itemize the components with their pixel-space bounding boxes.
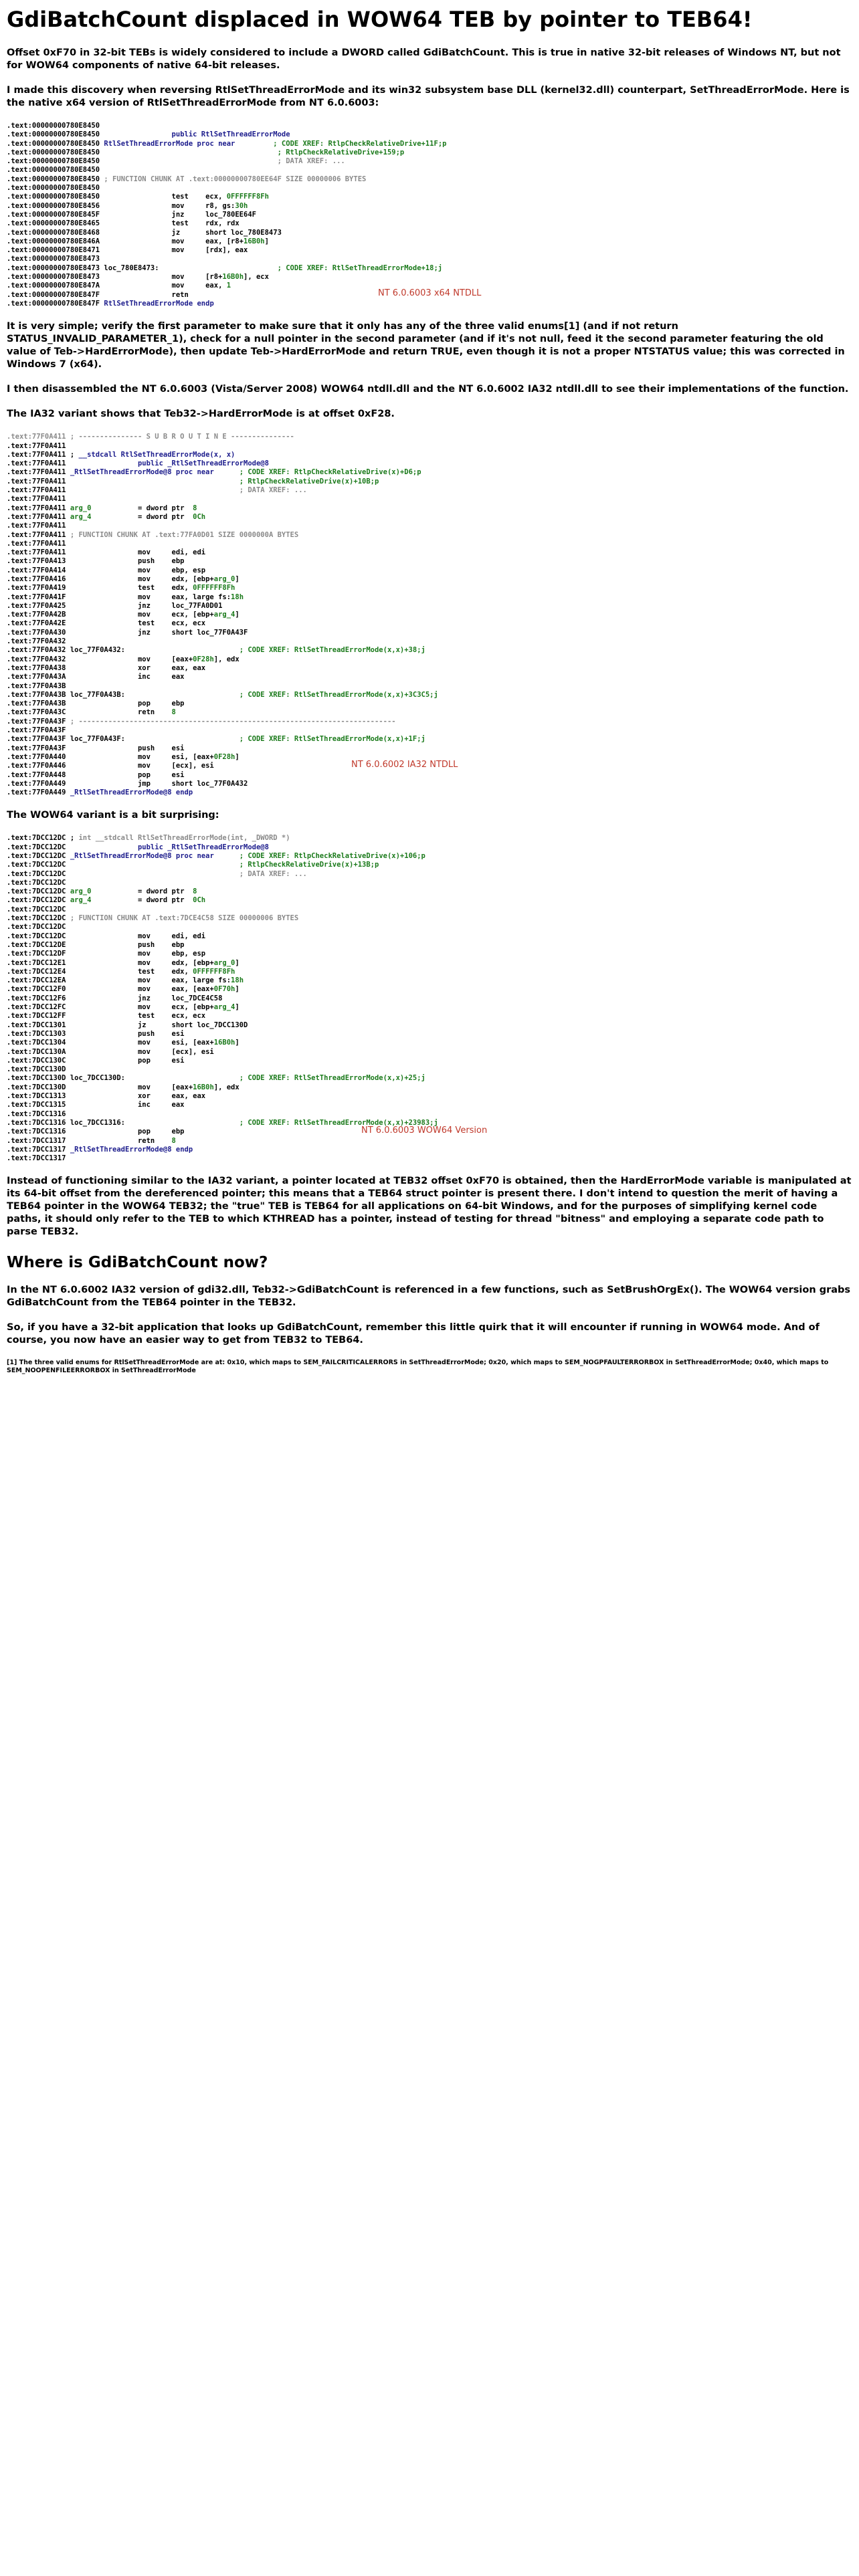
code-line [7,1074,852,1083]
annotation-x64: NT 6.0.6003 x64 NTDLL [378,288,482,298]
code-token: ; CODE XREF: RtlpCheckRelativeDrive(x)+D6;p [239,468,421,477]
code-token: .text:77F0A411 [7,477,240,486]
code-line [7,655,852,664]
code-token: .text:00000000780E8473 loc_780E8473: [7,263,278,272]
code-token: .text:7DCC130A mov [ecx], esi [7,1047,214,1056]
code-line [7,593,852,602]
code-token: _RtlSetThreadErrorMode@8 proc near [70,468,214,477]
code-token: .text:00000000780E8468 jz short loc_780E8473 [7,228,282,237]
code-line [7,691,852,700]
paragraph-where: In the NT 6.0.6002 IA32 version of gdi32.dll, Teb32->GdiBatchCount is referenced in a few functions, such as SetBrushOrgEx(). The WOW64 version grabs GdiBatchCount from the TEB64 pointer in the TEB32. [7,1285,851,1309]
code-token: .text:77F0A411 ; --------------- S U B R O U T I N E --------------- [7,433,294,441]
code-token: 18h [231,593,244,601]
code-token: .text:77F0A432 [7,637,66,646]
code-line [7,513,852,522]
annotation-ia32: NT 6.0.6002 IA32 NTDLL [351,760,458,770]
code-line [7,468,852,477]
code-token: .text:77F0A43B loc_77F0A43B: [7,690,240,699]
code-token: .text:7DCC12DF mov ebp, esp [7,950,206,958]
code-token: .text:7DCC12DC [7,923,66,932]
code-line [7,540,852,548]
code-line [7,211,852,219]
code-token: .text:77F0A42E test ecx, ecx [7,619,206,628]
code-line [7,442,852,451]
code-token: ; CODE XREF: RtlSetThreadErrorMode(x,x)+25;j [239,1074,425,1083]
paragraph-simple: It is very simple; verify the first parameter to make sure that it only has any of the three valid enums[1] (and if not return STATUS_INVALID_PARAMETER_1), check for a null pointer in the second parameter (and if it's not null, feed it the second parameter featuring the old value of Teb->HardErrorMode), then update Teb->HardErrorMode and return TRUE, even though it is not a proper NTSTATUS value; this was corrected in Windows 7 (x64). [7,321,845,370]
code-line [7,130,852,139]
code-token: ] [235,958,240,967]
code-token: .text:7DCC12F6 jnz loc_7DCE4C58 [7,994,223,1002]
code-token: 8 [171,1136,176,1145]
code-line [7,726,852,735]
code-token: = dword ptr [91,512,193,521]
code-token: 0Ch [193,896,206,905]
code-token: .text:00000000780E8456 mov r8, gs: [7,201,235,210]
code-token: ] [235,985,240,994]
code-token: public _RtlSetThreadErrorMode@8 [137,459,269,468]
code-line [7,255,852,263]
code-token: .text:7DCC1313 xor eax, eax [7,1092,206,1101]
code-token: .text:7DCC130D [7,1065,66,1074]
code-token: .text:7DCC130D mov [eax+ [7,1083,193,1091]
code-line [7,148,852,157]
code-line [7,976,852,985]
code-listing-x64 [7,122,852,308]
code-token: .text:00000000780E8450 [7,157,278,166]
code-line [7,1092,852,1101]
code-token: .text:7DCC1304 mov esi, [eax+ [7,1039,214,1047]
code-token: .text:00000000780E8450 [7,139,104,148]
code-token: 0FFFFFF8Fh [193,967,235,976]
code-line [7,1012,852,1021]
code-line [7,451,852,459]
code-token: = dword ptr [91,887,193,896]
code-token: _RtlSetThreadErrorMode@8 proc near [70,852,214,860]
code-token: .text:77F0A43B pop ebp [7,700,185,708]
code-line [7,870,852,879]
code-token: .text:7DCC1317 retn [7,1136,172,1145]
code-token: 30h [235,201,248,210]
code-line [7,175,852,184]
code-line [7,1003,852,1012]
code-line [7,122,852,130]
code-listing-ia32 [7,433,852,797]
paragraph-instead: Instead of functioning similar to the IA32 variant, a pointer located at TEB32 offset 0xF70 is obtained, then the HardErrorMode variable is manipulated at its 64-bit offset from the dereferenced pointer; this means that a TEB64 struct pointer is present there. I don't intend to question the merit of having a TEB64 pointer in the WOW64 TEB32; the "true" TEB is TEB64 for all applications on 64-bit Windows, and for the purposes of simplifying kernel code paths, it should only refer to the TEB to which KTHREAD has a pointer, instead of testing for thread "bitness" and employing a separate code path to parse TEB32. [7,1176,852,1238]
code-token: .text:77F0A430 jnz short loc_77F0A43F [7,628,248,637]
code-line [7,1137,852,1146]
code-token: _RtlSetThreadErrorMode@8 endp [70,1145,193,1154]
code-line [7,1146,852,1154]
code-token: 16B0h [193,1083,214,1091]
code-token: arg_4 [213,1003,235,1012]
code-line [7,531,852,540]
code-token: ; DATA XREF: ... [239,486,307,495]
code-token: .text:7DCC12F0 mov eax, [eax+ [7,985,214,994]
code-line [7,548,852,557]
code-token: .text:7DCC12DE push ebp [7,940,185,949]
code-token: 16B0h [244,237,265,245]
code-line [7,1021,852,1030]
code-token: .text:7DCC12DC [7,905,66,914]
code-token: arg_0 [70,504,92,512]
code-token: .text:7DCC1316 pop ebp [7,1128,185,1136]
code-token: .text:00000000780E8471 mov [rdx], eax [7,246,248,255]
code-line [7,744,852,753]
code-token: ; CODE XREF: RtlSetThreadErrorMode(x,x)+23983;j [239,1118,438,1127]
code-token: .text:7DCC12DC mov edi, edi [7,932,206,940]
code-token: = dword ptr [91,896,193,905]
code-line [7,193,852,201]
code-line [7,861,852,869]
code-token: .text:77F0A43F [7,717,70,726]
code-token: ] [235,611,240,619]
code-token: .text:7DCC12DC ; [7,834,79,843]
code-line [7,905,852,914]
code-line [7,879,852,887]
code-token: = dword ptr [91,504,193,512]
code-line [7,788,852,797]
code-token: .text:00000000780E8450 [7,122,100,130]
code-token: .text:77F0A43F push esi [7,744,185,752]
code-line [7,843,852,852]
code-token: ; FUNCTION CHUNK AT .text:7DCE4C58 SIZE 00000006 BYTES [70,914,299,923]
code-token: .text:00000000780E8450 [7,148,278,156]
code-line [7,923,852,932]
code-token: 8 [193,504,197,512]
code-line [7,1065,852,1074]
code-token: .text:7DCC1317 [7,1145,70,1154]
code-token: arg_0 [213,958,235,967]
code-line [7,246,852,255]
section-heading-where: Where is GdiBatchCount now? [7,1254,268,1272]
code-line [7,708,852,717]
code-token: .text:7DCC1301 jz short loc_7DCC130D [7,1021,248,1029]
code-token: ; CODE XREF: RtlSetThreadErrorMode(x,x)+38;j [239,646,425,655]
paragraph-disassembled: I then disassembled the NT 6.0.6003 (Vista/Server 2008) WOW64 ntdll.dll and the NT 6.0.6002 IA32 ntdll.dll to see their implementations of the function. [7,384,849,395]
code-token: .text:77F0A411 [7,504,70,512]
paragraph-ia32: The IA32 variant shows that Teb32->HardErrorMode is at offset 0xF28. [7,409,395,420]
code-line [7,477,852,486]
code-line [7,673,852,681]
code-token: .text:7DCC12DC [7,861,240,869]
code-token: .text:7DCC1316 [7,1109,66,1118]
code-token: .text:77F0A411 [7,486,240,495]
annotation-wow64: NT 6.0.6003 WOW64 Version [361,1125,488,1136]
code-line [7,619,852,628]
code-token: __stdcall RtlSetThreadErrorMode(x, x) [78,450,235,459]
code-line [7,959,852,968]
code-token: .text:77F0A416 mov edx, [ebp+ [7,574,214,583]
code-token: ] [235,574,240,583]
code-token: .text:77F0A411 ; [7,450,79,459]
footnote: [1] The three valid enums for RtlSetThreadErrorMode are at: 0x10, which maps to SEM_FAILCRITICALERRORS in SetThreadErrorMode; 0x20, which maps to SEM_NOGPFAULTERRORBOX in SetThreadErrorMode; 0x40, which maps to SEM_NOOPENFILEERRORBOX in SetThreadErrorMode [7,1359,829,1375]
code-token: .text:7DCC1303 push esi [7,1029,185,1038]
code-token: ; RtlpCheckRelativeDrive(x)+13B;p [239,861,379,869]
code-token: .text:7DCC12EA mov eax, large fs: [7,976,231,985]
code-line [7,495,852,504]
code-line [7,1101,852,1109]
code-token: arg_4 [70,512,92,521]
code-token: .text:77F0A411 [7,530,70,539]
code-line [7,950,852,958]
code-token: 0Ch [193,512,206,521]
code-token: .text:77F0A411 [7,512,70,521]
code-line [7,941,852,950]
code-token: 0F28h [193,655,214,663]
code-token: ; CODE XREF: RtlpCheckRelativeDrive(x)+106;p [239,852,425,860]
code-token: .text:7DCC12FC mov ecx, [ebp+ [7,1003,214,1012]
code-token: 0FFFFFF8Fh [193,584,235,593]
code-line [7,166,852,175]
code-line [7,1110,852,1119]
code-line [7,584,852,593]
code-line [7,300,852,308]
code-token: .text:77F0A419 test edx, [7,584,193,593]
code-line [7,664,852,673]
code-token: .text:77F0A411 mov edi, edi [7,548,206,557]
code-line [7,184,852,193]
code-line [7,522,852,530]
code-token: ; FUNCTION CHUNK AT .text:00000000780EE64F SIZE 00000006 BYTES [104,175,367,183]
code-token: ; --------------------------------------------------------------------------- [70,717,396,726]
code-token: ] [235,1003,240,1012]
code-line [7,735,852,744]
code-token: .text:7DCC12E1 mov edx, [ebp+ [7,958,214,967]
code-token: ], edx [213,1083,240,1091]
code-token: .text:77F0A432 loc_77F0A432: [7,646,240,655]
code-token: .text:00000000780E8473 mov [r8+ [7,273,223,282]
code-token: ; DATA XREF: ... [239,869,307,878]
code-token: .text:00000000780E8473 [7,255,100,263]
code-token: .text:00000000780E847F retn [7,290,189,299]
code-token: ; RtlpCheckRelativeDrive+159;p [277,148,405,156]
code-token: .text:77F0A43B [7,681,66,690]
code-token: .text:00000000780E8450 [7,184,100,193]
code-token: .text:00000000780E847F [7,299,104,308]
code-token [235,140,273,148]
intro-paragraph-2: I made this discovery when reversing RtlSetThreadErrorMode and its win32 subsystem base DLL (kernel32.dll) counterpart, SetThreadErrorMode. Here is the native x64 version of RtlSetThreadErrorMode from NT 6.0.6003: [7,85,850,108]
intro-paragraph-1: Offset 0xF70 in 32-bit TEBs is widely considered to include a DWORD called GdiBatchCount. This is true in native 32-bit releases of Windows NT, but not for WOW64 components of native 64-bit releases. [7,47,841,71]
code-token: .text:7DCC12DC [7,914,70,923]
code-line [7,1057,852,1065]
code-token: .text:7DCC12DC [7,887,70,896]
code-token: _RtlSetThreadErrorMode@8 endp [70,788,193,797]
code-token: 18h [231,976,244,985]
code-token: .text:77F0A413 push ebp [7,557,185,566]
code-token [214,852,240,860]
code-token: .text:77F0A411 [7,459,138,468]
code-token: .text:7DCC12DC [7,852,70,860]
code-line [7,486,852,495]
code-token: public _RtlSetThreadErrorMode@8 [137,843,269,851]
code-line [7,264,852,273]
code-line [7,1048,852,1057]
code-token: ] [235,752,240,761]
code-token: ], ecx [244,273,269,282]
code-token: .text:7DCC130D loc_7DCC130D: [7,1074,240,1083]
code-token: .text:7DCC12FF test ecx, ecx [7,1012,206,1021]
code-token: ] [235,1039,240,1047]
code-line [7,602,852,611]
code-token: public RtlSetThreadErrorMode [171,130,290,139]
code-token: arg_4 [70,896,92,905]
code-line [7,646,852,655]
code-token: .text:77F0A448 pop esi [7,770,185,779]
code-token: .text:7DCC1317 [7,1154,66,1163]
code-token: .text:77F0A432 mov [eax+ [7,655,193,663]
code-line [7,968,852,976]
code-line [7,852,852,861]
code-token: .text:77F0A42B mov ecx, [ebp+ [7,611,214,619]
code-token: .text:77F0A414 mov ebp, esp [7,566,206,574]
code-line [7,780,852,788]
code-line [7,985,852,994]
code-token: .text:77F0A449 jmp short loc_77F0A432 [7,779,248,788]
code-listing-wow64 [7,834,852,1163]
code-line [7,459,852,468]
code-token: 0F28h [213,752,235,761]
code-line [7,932,852,941]
code-token: .text:7DCC12DC [7,869,240,878]
code-token: .text:77F0A425 jnz loc_77FA0D01 [7,601,223,610]
code-token: 16B0h [222,273,244,282]
code-token: arg_4 [213,611,235,619]
code-token: .text:7DCC12DC [7,878,66,887]
code-token [214,468,240,476]
code-line [7,557,852,566]
code-token: ; RtlpCheckRelativeDrive(x)+10B;p [239,477,379,486]
code-token: 0F70h [213,985,235,994]
code-token: RtlSetThreadErrorMode proc near [104,139,235,148]
code-token: .text:77F0A411 [7,539,66,548]
code-line [7,229,852,237]
code-token: .text:77F0A41F mov eax, large fs: [7,593,231,601]
code-line [7,700,852,708]
code-token: int __stdcall RtlSetThreadErrorMode(int, _DWORD *) [78,834,290,843]
code-token: ; CODE XREF: RtlSetThreadErrorMode(x,x)+1F;j [239,735,425,744]
code-token: 1 [226,282,231,290]
code-line [7,637,852,646]
code-token: .text:00000000780E8450 [7,175,104,183]
code-line [7,504,852,513]
code-token: .text:00000000780E8450 [7,166,100,175]
code-token: ] [264,237,269,245]
code-token: .text:77F0A411 [7,468,70,477]
code-token: RtlSetThreadErrorMode endp [104,299,214,308]
code-token: ; FUNCTION CHUNK AT .text:77FA0D01 SIZE 0000000A BYTES [70,530,299,539]
code-line [7,887,852,896]
code-token: .text:77F0A43C retn [7,708,172,717]
code-line [7,611,852,619]
code-token: .text:00000000780E8465 test rdx, rdx [7,219,240,228]
code-line [7,219,852,228]
code-line [7,914,852,923]
code-token: .text:77F0A449 [7,788,70,797]
code-line [7,834,852,843]
code-token: .text:7DCC1316 loc_7DCC1316: [7,1118,240,1127]
code-token: arg_0 [70,887,92,896]
code-token: .text:7DCC12DC [7,843,138,851]
code-line [7,1030,852,1039]
code-line [7,237,852,246]
code-token: ; CODE XREF: RtlpCheckRelativeDrive+11F;p [273,139,447,148]
code-token: .text:7DCC12E4 test edx, [7,967,193,976]
code-token: ; DATA XREF: ... [277,157,345,166]
code-line [7,1083,852,1092]
code-line [7,273,852,282]
code-token: 0FFFFFF8Fh [226,193,269,201]
code-line [7,1154,852,1163]
code-token: .text:77F0A43A inc eax [7,673,185,681]
page-title: GdiBatchCount displaced in WOW64 TEB by pointer to TEB64! [7,7,753,32]
code-token: .text:7DCC130C pop esi [7,1056,185,1065]
code-line [7,140,852,148]
code-token: ; CODE XREF: RtlSetThreadErrorMode+18;j [277,263,443,272]
code-token: .text:77F0A411 [7,495,66,504]
code-line [7,682,852,691]
code-line [7,566,852,575]
code-token: ], edx [213,655,240,663]
code-token: .text:00000000780E845F jnz loc_780EE64F [7,210,256,219]
code-line [7,202,852,211]
code-token: 8 [171,708,176,717]
code-line [7,575,852,584]
code-token: .text:7DCC12DC [7,896,70,905]
code-token: 16B0h [213,1039,235,1047]
code-line [7,994,852,1003]
code-line [7,433,852,441]
code-token: .text:77F0A411 [7,441,66,450]
code-token: .text:77F0A43F loc_77F0A43F: [7,735,240,744]
code-token: .text:00000000780E8450 test ecx, [7,193,227,201]
code-token: .text:00000000780E8450 [7,130,172,139]
code-token: .text:77F0A446 mov [ecx], esi [7,762,214,770]
paragraph-so: So, if you have a 32-bit application that looks up GdiBatchCount, remember this little quirk that it will encounter if running in WOW64 mode. And of course, you now have an easier way to get from TEB32 to TEB64. [7,1322,820,1346]
code-token: ; CODE XREF: RtlSetThreadErrorMode(x,x)+3C3C5;j [239,690,438,699]
code-token: 8 [193,887,197,896]
code-token: .text:77F0A411 [7,522,66,530]
code-token: .text:7DCC1315 inc eax [7,1101,185,1109]
code-line [7,718,852,726]
code-token: .text:77F0A438 xor eax, eax [7,663,206,672]
code-token: .text:00000000780E847A mov eax, [7,282,227,290]
code-line [7,771,852,780]
code-line [7,896,852,905]
code-line [7,157,852,166]
paragraph-wow64: The WOW64 variant is a bit surprising: [7,810,219,821]
code-line [7,1039,852,1047]
code-line [7,629,852,637]
code-token: .text:00000000780E846A mov eax, [r8+ [7,237,244,245]
code-token: arg_0 [213,574,235,583]
code-token: .text:77F0A440 mov esi, [eax+ [7,752,214,761]
code-token: .text:77F0A43F [7,726,66,735]
